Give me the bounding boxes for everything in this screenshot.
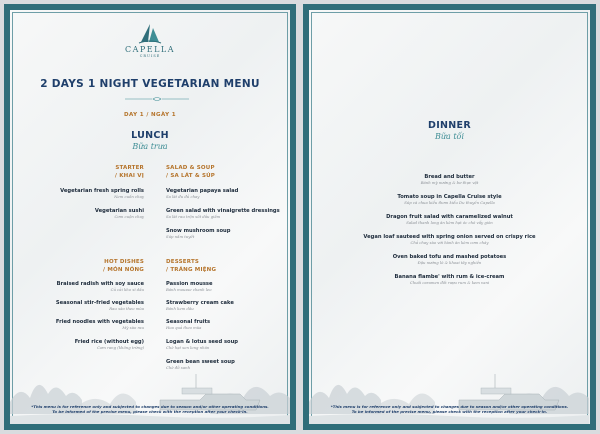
day-label: DAY 1 / NGÀY 1: [123, 112, 177, 118]
menu-item-name: Banana flambe' with rum & ice-cream: [394, 274, 505, 280]
menu-item-name: Vegetarian sushi: [94, 208, 144, 214]
menu-item-vi: Mỳ xào rau: [122, 325, 144, 330]
menu-item: [166, 228, 230, 239]
menu-item-vi: Chè đỗ xanh: [166, 365, 191, 370]
capella-sail-logo-icon: [137, 22, 163, 44]
disclaimer-line-2: To be informed of the precise menu, please check with the reception after your check-in.: [52, 409, 248, 414]
menu-item-name: Braised radish with soy sauce: [56, 281, 144, 287]
menu-page-dinner: [303, 4, 596, 430]
page-gap: [296, 0, 303, 434]
menu-item: [56, 319, 144, 330]
disclaimer-line-1: *This menu is for reference only and subjected to changes due to season and/or other operating conditions.: [31, 404, 269, 409]
dinner-subtitle: Bữa tối: [434, 132, 464, 141]
salad-heading-vi: / SA LÁT & SÚP: [166, 173, 216, 179]
menu-item: [309, 234, 590, 245]
menu-item: [56, 300, 144, 311]
menu-item-name: Vegan loaf sauteed with spring onion served on crispy rice: [363, 234, 536, 240]
menu-item: [75, 339, 144, 350]
menu-item: [309, 214, 590, 225]
menu-item-name: Vegetarian papaya salad: [166, 188, 239, 194]
brand-logo: [10, 22, 290, 58]
desserts-heading-vi: / TRÁNG MIỆNG: [166, 267, 217, 273]
menu-item-vi: Bánh mỳ nướng & bơ thực vật: [420, 180, 479, 185]
menu-item-name: Passion mousse: [166, 281, 213, 287]
menu-item-name: Logan & lotus seed soup: [166, 339, 239, 345]
menu-item-vi: Chả chay xào với hành ăn kèm cơm cháy: [410, 240, 489, 245]
menu-item: [309, 274, 590, 285]
menu-item: [309, 194, 590, 205]
menu-item-vi: Hoa quả theo mùa: [166, 325, 202, 330]
hot-dishes-heading: [103, 258, 144, 274]
menu-item: [166, 188, 238, 199]
disclaimer: [309, 404, 590, 414]
hot-dishes-heading-vi: / MÓN NÓNG: [103, 267, 144, 273]
starter-heading-vi: / KHAI VỊ: [114, 173, 144, 179]
menu-item: [309, 254, 590, 265]
menu-title: 2 DAYS 1 NIGHT VEGETARIAN MENU: [40, 78, 260, 90]
menu-item-vi: Súp cà chua kiểu thơm kiểu Du thuyền Capella: [404, 200, 495, 205]
menu-item-name: Oven baked tofu and mashed potatoes: [392, 254, 507, 260]
menu-item: [309, 174, 590, 185]
dinner-title: DINNER: [428, 120, 471, 131]
menu-item-vi: Sa lát rau trộn sốt dầu giấm: [166, 214, 221, 219]
menu-item: [166, 281, 213, 292]
lunch-title: LUNCH: [131, 130, 169, 141]
menu-item-vi: Chè hạt sen long nhãn: [166, 345, 210, 350]
menu-item-vi: Nem cuốn chay: [114, 194, 144, 199]
menu-item-vi: Súp nấm tuyết: [166, 234, 195, 239]
disclaimer: [10, 404, 290, 414]
brand-sub: CRUISE: [139, 54, 161, 58]
menu-page-lunch: [4, 4, 296, 430]
menu-item-name: Seasonal stir-fried vegetables: [55, 300, 144, 306]
menu-item-vi: Cơm rang (không trứng): [97, 345, 144, 350]
menu-item-name: Tomato soup in Capella Cruise style: [397, 194, 502, 200]
brand-name: CAPELLA: [124, 45, 176, 54]
menu-item: [166, 208, 280, 219]
menu-item: [60, 188, 144, 199]
menu-item-name: Green salad with vinaigrette dressings: [166, 208, 280, 214]
menu-item: [166, 300, 234, 311]
lunch-subtitle: Bữa trưa: [132, 142, 168, 151]
menu-item-vi: Đậu nướng lò & khoai tây nghiền: [417, 260, 482, 265]
menu-item: [166, 319, 210, 330]
menu-item: [95, 208, 144, 219]
menu-item-name: Snow mushroom soup: [166, 228, 231, 234]
menu-item-name: Seasonal fruits: [166, 319, 211, 325]
menu-item: [57, 281, 144, 292]
menu-item-name: Fried rice (without egg): [74, 339, 144, 345]
menu-item-vi: Salad thanh long ăn kèm hạt óc chó vẩy giòn: [406, 220, 493, 225]
menu-item-name: Fried noodles with vegetables: [55, 319, 144, 325]
menu-item-vi: Củ cải kho xì dầu: [110, 287, 144, 292]
disclaimer-line-2: To be informed of the precise menu, please check with the reception after your check-in.: [351, 409, 548, 414]
menu-item-name: Dragon fruit salad with caramelized walnut: [386, 214, 513, 220]
menu-item-name: Bread and butter: [424, 174, 475, 180]
menu-item-vi: Sa lát đu đủ chay: [166, 194, 200, 199]
menu-item: [166, 339, 238, 350]
menu-item-vi: Rau xào theo mùa: [109, 306, 144, 311]
menu-item-name: Vegetarian fresh spring rolls: [60, 188, 144, 194]
starter-heading: [115, 164, 144, 180]
salad-heading: [166, 164, 215, 180]
desserts-heading: [166, 258, 216, 274]
menu-item-name: Green bean sweet soup: [166, 359, 235, 365]
ornament-divider-icon: [125, 96, 189, 102]
hot-dishes-heading-en: HOT DISHES: [104, 259, 144, 265]
menu-item-name: Strawberry cream cake: [166, 300, 234, 306]
menu-item-vi: Cơm cuộn chay: [114, 214, 144, 219]
desserts-heading-en: DESSERTS: [166, 259, 200, 265]
menu-item-vi: Chuối caramen đốt rượu rum & kem vani: [409, 280, 490, 285]
menu-item-vi: Bánh mousse chanh leo: [166, 287, 212, 292]
starter-heading-en: STARTER: [115, 165, 144, 171]
salad-heading-en: SALAD & SOUP: [166, 165, 215, 171]
menu-item-vi: Bánh kem dâu: [166, 306, 194, 311]
disclaimer-line-1: *This menu is for reference only and subjected to changes due to season and/or other operating conditions.: [330, 404, 569, 409]
